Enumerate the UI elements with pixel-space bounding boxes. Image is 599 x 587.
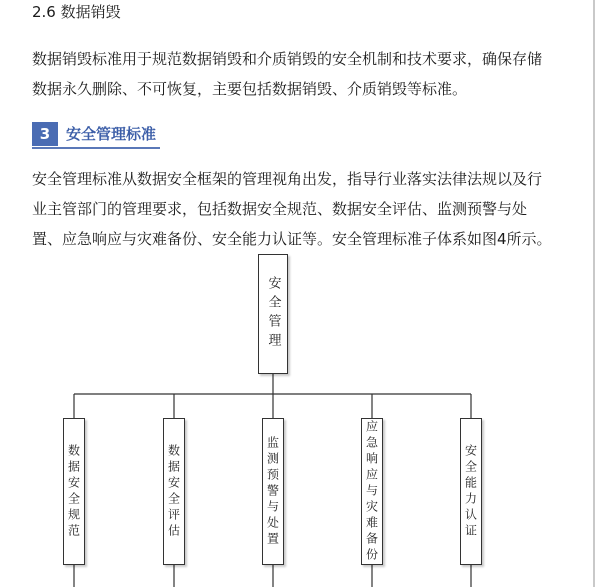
- subsection-heading: 2.6 数据销毁: [32, 3, 121, 21]
- org-chart-node-label: 数据安全评估: [166, 443, 181, 540]
- org-chart-node-label: 安全能力认证: [463, 443, 478, 540]
- org-chart-node-label: 应急响应与灾难备份: [364, 419, 379, 564]
- paragraph-line: 安全管理标准从数据安全框架的管理视角出发，指导行业落实法律法规以及行: [32, 170, 543, 188]
- paragraph-line: 业主管部门的管理要求，包括数据安全规范、数据安全评估、监测预警与处: [32, 200, 528, 218]
- org-chart-node-label: 数据安全规范: [66, 443, 81, 540]
- section-number-badge: 3: [32, 122, 58, 146]
- org-chart-node-capability-certification: [460, 418, 482, 565]
- org-chart-root-label: 安全管理: [265, 276, 281, 352]
- org-chart-node-monitoring-warning: [262, 418, 284, 565]
- paragraph-line: 置、应急响应与灾难备份、安全能力认证等。安全管理标准子体系如图4所示。: [32, 230, 552, 248]
- org-chart-root-node: [258, 254, 288, 374]
- org-chart-node-data-security-assessment: [163, 418, 185, 565]
- section-title: 安全管理标准: [66, 125, 157, 143]
- paragraph-line: 数据永久删除、不可恢复，主要包括数据销毁、介质销毁等标准。: [32, 80, 468, 98]
- paragraph-line: 数据销毁标准用于规范数据销毁和介质销毁的安全机制和技术要求，确保存储: [32, 50, 543, 68]
- org-chart-node-label: 监测预警与处置: [265, 435, 280, 548]
- org-chart-node-data-security-spec: [63, 418, 85, 565]
- org-chart-node-emergency-backup: [361, 418, 383, 565]
